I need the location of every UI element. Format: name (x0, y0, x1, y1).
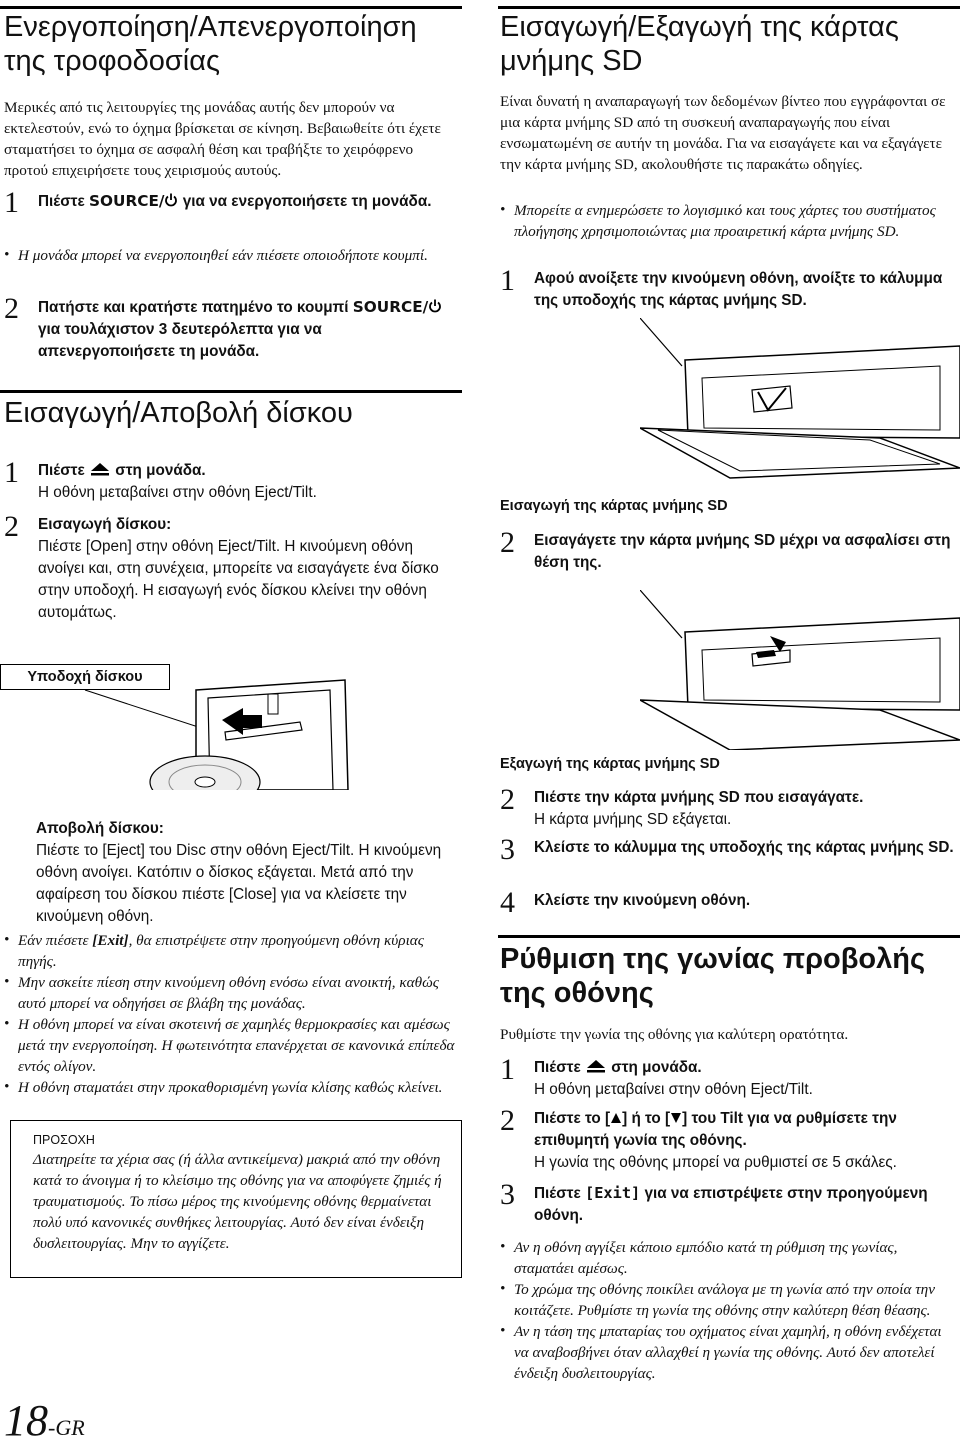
note-item (4, 1014, 459, 1077)
note-text: Η οθόνη σταματάει στην προκαθορισμένη γωνία κλίσης καθώς κλείνει. (18, 1079, 443, 1096)
source-key-label: SOURCE/ (89, 192, 165, 210)
page-number-suffix: -GR (48, 1415, 85, 1440)
sd-step-1 (500, 264, 955, 312)
angle-step-3 (500, 1178, 955, 1227)
exit-key-label: [Exit] (92, 932, 129, 949)
step-text: Κλείστε το κάλυμμα της υποδοχής της κάρτας μνήμης SD. (534, 839, 954, 856)
exit-key-label: [Exit] (585, 1184, 641, 1202)
disc-unit-drawing (0, 640, 462, 790)
sd-cover-illustration (640, 318, 960, 488)
angle-step-1 (500, 1053, 955, 1101)
bullet-mark: • (4, 932, 10, 948)
step-text: Κλείστε την κινούμενη οθόνη. (534, 892, 751, 909)
top-rule-right (498, 6, 960, 9)
caution-title: ΠΡΟΣΟΧΗ (33, 1133, 95, 1147)
disc-section-title: Εισαγωγή/Αποβολή δίσκου (4, 397, 353, 429)
disc-step-2 (4, 510, 459, 624)
step-text: ] του Tilt για να ρυθμίσετε την επιθυμητή γωνία της οθόνης. (534, 1110, 897, 1149)
disc-section-rule (0, 390, 462, 393)
step-desc: Η γωνία της οθόνης μπορεί να ρυθμιστεί σε 5 σκάλες. (534, 1154, 897, 1171)
step-desc: Η κάρτα μνήμης SD εξάγεται. (534, 811, 732, 828)
note-item (4, 972, 459, 1014)
angle-intro: Ρυθμίστε την γωνία της οθόνης για καλύτερη ορατότητα. (500, 1026, 849, 1043)
disc-insert-illustration (0, 640, 462, 790)
step-text: ] ή το [ (622, 1110, 671, 1127)
power-section-title: Ενεργοποίηση/Απενεργοποίηση της τροφοδοσίας (4, 11, 417, 77)
bullet-mark: • (4, 1016, 10, 1032)
bullet-mark: • (500, 1323, 506, 1339)
angle-section-rule (498, 935, 960, 938)
sd-eject-step-4 (500, 886, 955, 919)
sd-insert-label: Εισαγωγή της κάρτας μνήμης SD (500, 498, 728, 514)
page-number-value: 18 (4, 1396, 48, 1445)
caution-box (10, 1120, 462, 1278)
sd-intro: Είναι δυνατή η αναπαραγωγή των δεδομένων βίντεο που εγγράφονται σε μια κάρτα μνήμης SD από τη συσκευή αναπαραγωγής που είναι ενσωματωμένη σε αυτήν τη μονάδα. Για να εισαγάγετε και να εξαγάγετε την κάρτα μνήμης SD, ακολουθήστε τις παρακάτω οδηγίες. (500, 93, 946, 173)
sd-bullet (500, 200, 955, 242)
note-item (500, 1279, 955, 1321)
step-text: Πατήστε και κρατήστε πατημένο το κουμπί (38, 299, 353, 316)
power-step-1 (4, 186, 459, 219)
note-item (4, 930, 459, 972)
eject-icon (585, 1059, 607, 1073)
disc-step-1 (4, 456, 459, 504)
eject-icon (89, 462, 111, 476)
step-number: 3 (500, 1178, 515, 1211)
step-text: για να ενεργοποιήσετε τη μονάδα. (178, 193, 432, 210)
top-rule-left (0, 6, 462, 9)
disc-notes (4, 930, 459, 1098)
angle-step-2 (500, 1104, 955, 1174)
eject-title: Αποβολή δίσκου: (36, 820, 164, 837)
eject-desc: Πιέστε το [Eject] του Disc στην οθόνη Eject/Tilt. Η κινούμενη οθόνη ανοίγει. Κατόπιν ο δίσκος εξάγεται. Μετά από την αφαίρεση του δίσκου πιέστε [Close] για να κλείσετε την κινούμενη οθόνη. (36, 842, 442, 925)
power-icon (428, 299, 442, 313)
angle-section-title: Ρύθμιση της γωνίας προβολής της οθόνης (500, 943, 926, 1009)
note-text: Αν η τάση της μπαταρίας του οχήματος είναι χαμηλή, η οθόνη ενδέχεται να αναβοσβήνει όταν αλλαχθεί η γωνία της οθόνης. Αυτό δεν αποτελεί ένδειξη δυσλειτουργίας. (514, 1323, 942, 1382)
bullet-mark: • (500, 1281, 506, 1297)
step-number: 4 (500, 886, 515, 919)
bullet-text: Μπορείτε α ενημερώσετε το λογισμικό και τους χάρτες του συστήματος πλοήγησης χρησιμοποιώντας μια προαιρετική κάρτα μνήμης SD. (514, 202, 936, 240)
bullet-mark: • (500, 202, 506, 218)
step-text: Πιέστε την κάρτα μνήμης SD που εισαγάγατε. (534, 789, 864, 806)
step-number: 1 (500, 1053, 515, 1086)
step-desc: Πιέστε [Open] στην οθόνη Eject/Tilt. Η κινούμενη οθόνη ανοίγει και, στη συνέχεια, μπορείτε να εισαγάγετε ένα δίσκο στην υποδοχή. Η εισαγωγή ενός δίσκου κλείνει την οθόνη αυτομάτως. (38, 538, 439, 621)
step-text: Πιέστε το [ (534, 1110, 611, 1127)
note-item (500, 1321, 955, 1384)
step-text: Πιέστε (38, 193, 89, 210)
step-text: Αφού ανοίξετε την κινούμενη οθόνη, ανοίξτε το κάλυμμα της υποδοχής της κάρτας μνήμης SD. (534, 270, 943, 309)
step-number: 3 (500, 833, 515, 866)
step-number: 1 (4, 186, 19, 219)
step-number: 1 (4, 456, 19, 489)
step-text: Εισαγάγετε την κάρτα μνήμης SD μέχρι να ασφαλίσει στη θέση της. (534, 532, 951, 571)
step-text: Πιέστε (38, 462, 89, 479)
step-desc: Η οθόνη μεταβαίνει στην οθόνη Eject/Tilt. (534, 1081, 813, 1098)
sd-step-2 (500, 526, 955, 574)
power-intro: Μερικές από τις λειτουργίες της μονάδας αυτής δεν μπορούν να εκτελεστούν, ενώ το όχημα βρίσκεται σε κίνηση. Βεβαιωθείτε ότι έχετε σταματήσει το όχημα σε ασφαλή θέση και τραβήξτε το χειρόφρενο προτού επιχειρήσετε τους χειρισμούς αυτούς. (4, 99, 441, 179)
power-step-2 (4, 292, 459, 363)
sd-insert-illustration (640, 590, 960, 750)
step-text: στη μονάδα. (111, 462, 206, 479)
page-number (4, 1395, 85, 1446)
step-number: 2 (500, 1104, 515, 1137)
bullet-mark: • (4, 247, 10, 263)
bullet-text: Η μονάδα μπορεί να ενεργοποιηθεί εάν πιέσετε οποιοδήποτε κουμπί. (18, 247, 428, 264)
bullet-mark: • (500, 1239, 506, 1255)
sd-eject-step-2 (500, 783, 955, 831)
step-number: 2 (500, 783, 515, 816)
step-desc: Η οθόνη μεταβαίνει στην οθόνη Eject/Tilt. (38, 484, 317, 501)
disc-slot-callout: Υποδοχή δίσκου (0, 664, 170, 690)
sd-section-title: Εισαγωγή/Εξαγωγή της κάρτας μνήμης SD (500, 11, 899, 77)
tilt-up-icon (610, 1112, 622, 1124)
sd-eject-step-3 (500, 833, 955, 866)
eject-block (36, 818, 461, 928)
step-text: για να επιστρέψετε στην προηγούμενη οθόνη. (534, 1185, 928, 1224)
note-text: , θα επιστρέψετε στην προηγούμενη οθόνη κύριας πηγής. (18, 932, 424, 970)
note-text: Μην ασκείτε πίεση στην κινούμενη οθόνη ενόσω είναι ανοικτή, καθώς αυτό μπορεί να οδηγήσει σε βλάβη της μονάδας. (18, 974, 439, 1012)
step-number: 2 (500, 526, 515, 559)
note-text: Η οθόνη μπορεί να είναι σκοτεινή σε χαμηλές θερμοκρασίες και αμέσως μετά την ενεργοποίηση. Η φωτεινότητα επανέρχεται σε κανονικά επίπεδα εντός ολίγον. (18, 1016, 455, 1075)
power-bullet (4, 245, 459, 266)
bullet-mark: • (4, 1079, 10, 1095)
bullet-mark: • (4, 974, 10, 990)
step-text: στη μονάδα. (607, 1059, 702, 1076)
note-text: Εάν πιέσετε (18, 932, 93, 949)
source-key-label: SOURCE/ (352, 298, 429, 316)
power-icon (164, 193, 178, 207)
step-text: για τουλάχιστον 3 δευτερόλεπτα για να απενεργοποιήσετε τη μονάδα. (38, 321, 322, 360)
note-text: Το χρώμα της οθόνης ποικίλει ανάλογα με τη γωνία από την οποία την κοιτάζετε. Ρυθμίστε τη γωνία της οθόνης στην καλύτερη θέση θέασης. (514, 1281, 935, 1319)
step-text: Πιέστε (534, 1059, 585, 1076)
sd-eject-label: Εξαγωγή της κάρτας μνήμης SD (500, 756, 720, 772)
tilt-down-icon (670, 1112, 682, 1124)
note-item (4, 1077, 459, 1098)
note-item (500, 1237, 955, 1279)
note-text: Αν η οθόνη αγγίξει κάποιο εμπόδιο κατά τη ρύθμιση της γωνίας, σταματάει αμέσως. (514, 1239, 898, 1277)
step-number: 1 (500, 264, 515, 297)
step-number: 2 (4, 292, 19, 325)
step-title: Εισαγωγή δίσκου: (38, 516, 172, 533)
angle-notes (500, 1237, 955, 1384)
step-text: Πιέστε (534, 1185, 585, 1202)
caution-text: Διατηρείτε τα χέρια σας (ή άλλα αντικείμενα) μακριά από την οθόνη κατά το άνοιγμα ή το κλείσιμο της οθόνης για να αποφύγετε ζημιές ή τραυματισμούς. Το πίσω μέρος της κινούμενης οθόνης θερμαίνεται πολύ υπό κανονικές συνθήκες λειτουργίας. Αυτό δεν είναι ένδειξη δυσλειτουργίας. Μην το αγγίζετε. (33, 1151, 442, 1252)
step-number: 2 (4, 510, 19, 543)
